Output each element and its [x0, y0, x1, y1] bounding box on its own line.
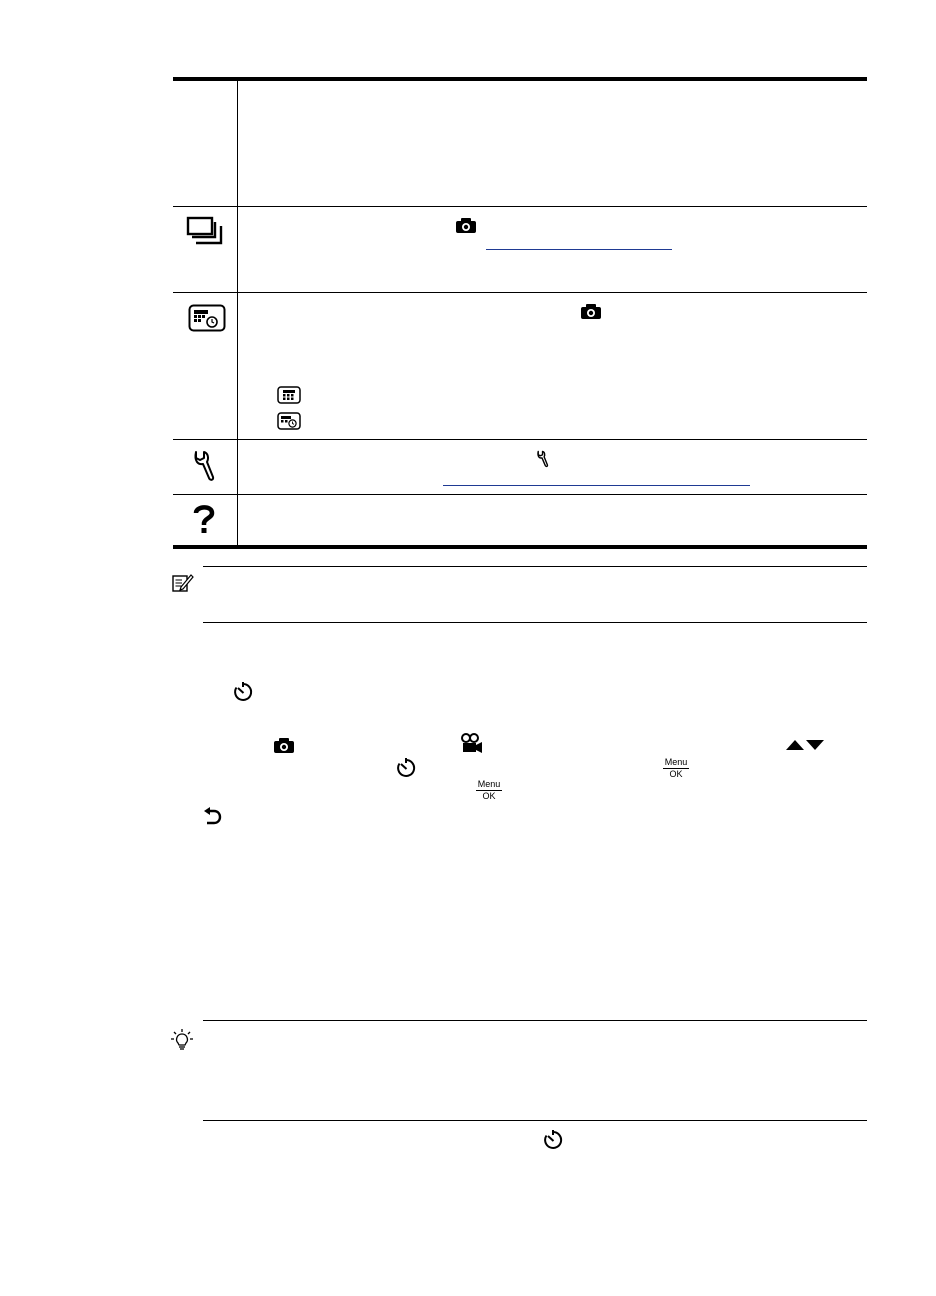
row-divider: [173, 292, 867, 293]
self-timer-icon: [396, 758, 416, 778]
row-divider: [173, 439, 867, 440]
tip-top-rule: [203, 1020, 867, 1021]
ok-key-text: OK: [482, 791, 496, 801]
menu-ok-key-label: [476, 780, 502, 801]
hyperlink-underline[interactable]: [486, 249, 672, 250]
wrench-icon: [190, 450, 216, 482]
hyperlink-underline[interactable]: [443, 485, 750, 486]
video-camera-icon: [461, 733, 483, 755]
back-arrow-icon: [204, 807, 222, 825]
up-down-arrows-icon: [786, 739, 824, 751]
tip-bottom-rule: [203, 1120, 867, 1121]
menu-key-text: Menu: [664, 757, 688, 767]
camera-icon: [273, 738, 295, 754]
help-question-icon: [193, 504, 215, 534]
note-top-rule: [203, 566, 867, 567]
date-and-time-icon: [277, 412, 301, 430]
row-divider: [173, 206, 867, 207]
self-timer-icon: [543, 1130, 563, 1150]
camera-icon: [580, 304, 602, 320]
ok-key-text: OK: [669, 769, 683, 779]
note-icon: [172, 573, 194, 593]
date-only-icon: [277, 386, 301, 404]
wrench-icon: [535, 450, 549, 468]
camera-icon: [455, 218, 477, 234]
table-top-rule: [173, 77, 867, 81]
row-divider: [173, 494, 867, 495]
date-time-imprint-icon: [188, 304, 226, 332]
burst-mode-icon: [186, 216, 226, 246]
self-timer-icon: [233, 682, 253, 702]
table-bottom-rule: [173, 545, 867, 549]
tip-lightbulb-icon: [171, 1029, 193, 1051]
menu-ok-key-label: [663, 758, 689, 779]
table-column-divider: [237, 81, 238, 547]
menu-key-text: Menu: [477, 779, 501, 789]
note-bottom-rule: [203, 622, 867, 623]
